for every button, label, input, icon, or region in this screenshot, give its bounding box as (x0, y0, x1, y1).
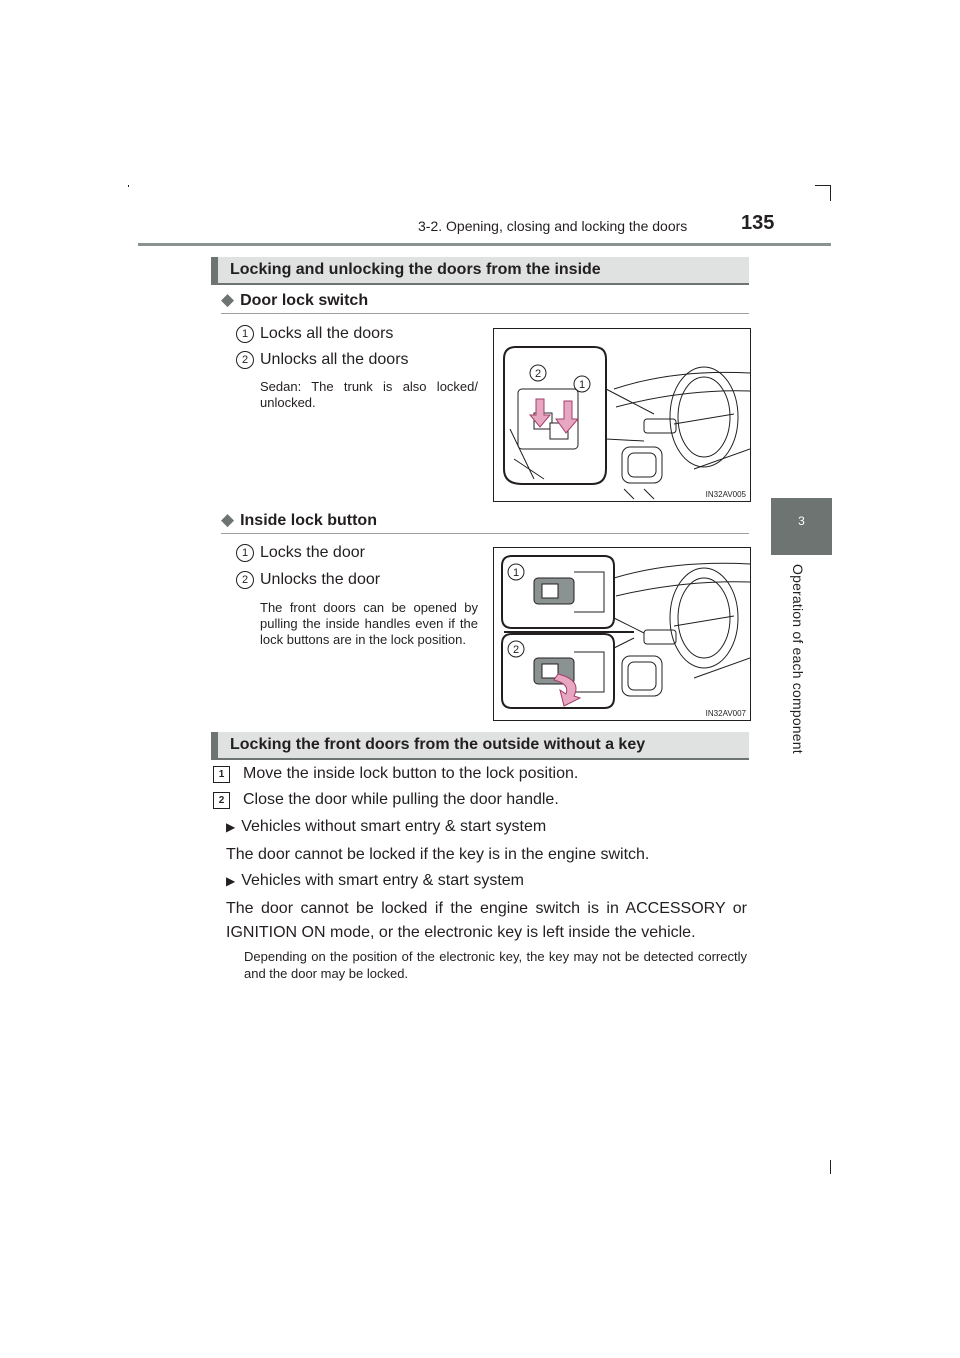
figure-callout: 2 (534, 368, 542, 380)
case-text: The door cannot be locked if the key is in the engine switch. (226, 846, 650, 863)
item-text: Unlocks the door (260, 571, 381, 588)
crop-mark (815, 185, 831, 186)
section-rule (211, 758, 749, 760)
note-text: Depending on the position of the electronic key, the key may not be detected correctly and the door may be locked. (244, 949, 747, 981)
diamond-icon: ◆ (221, 290, 235, 309)
case-label (226, 872, 524, 890)
step-number: 1 (213, 766, 230, 783)
subheading-door-lock-switch (221, 290, 368, 310)
note-text: The front doors can be opened by pulling the inside handles even if the lock buttons are in the lock position. (260, 600, 478, 647)
subheading-rule (221, 533, 749, 534)
step-text: Move the inside lock button to the lock position. (243, 765, 579, 782)
chapter-tab[interactable] (771, 498, 832, 555)
figure-callout: 2 (512, 644, 520, 656)
section-header: 3-2. Opening, closing and locking the doors (418, 218, 688, 234)
item-number: 2 (236, 351, 254, 369)
figure-code: IN32AV007 (705, 709, 746, 718)
figure-callout: 1 (578, 379, 586, 391)
item-number: 2 (236, 571, 254, 589)
note-text: Sedan: The trunk is also locked/ unlocked. (260, 379, 478, 410)
triangle-bullet-icon: ▶ (226, 874, 236, 888)
section-title: Locking and unlocking the doors from the inside (230, 261, 601, 278)
item-text: Locks the door (260, 544, 365, 561)
section-rule (211, 283, 749, 285)
case-label (226, 818, 546, 836)
item-text: Locks all the doors (260, 325, 394, 342)
crop-mark (830, 1160, 831, 1174)
page-number: 135 (741, 212, 775, 234)
triangle-bullet-icon: ▶ (226, 820, 236, 834)
subheading-inside-lock-button (221, 510, 377, 530)
subheading-rule (221, 313, 749, 314)
subheading-text: Inside lock button (240, 512, 377, 529)
door-lock-switch-illustration (494, 329, 750, 501)
crop-mark (128, 185, 129, 187)
chapter-number: 3 (798, 514, 805, 528)
crop-mark (830, 185, 831, 201)
figure-code: IN32AV005 (705, 490, 746, 499)
diamond-icon: ◆ (221, 510, 235, 529)
inside-lock-button-illustration (494, 548, 750, 720)
section-title: Locking the front doors from the outside without a key (230, 736, 646, 753)
figure-callout: 1 (512, 567, 520, 579)
section-title-bar (211, 732, 749, 759)
door-lock-switch-figure (493, 328, 751, 502)
item-number: 1 (236, 544, 254, 562)
step-number: 2 (213, 792, 230, 809)
subheading-text: Door lock switch (240, 292, 369, 309)
case-text: The door cannot be locked if the engine switch is in ACCESSORY or IGNITION ON mode, or the electronic key is left inside the vehicle. (226, 900, 747, 941)
chapter-label: Operation of each component (790, 564, 806, 754)
case-label-text: Vehicles without smart entry & start system (241, 818, 547, 835)
inside-lock-button-figure (493, 547, 751, 721)
header-rule (138, 243, 831, 246)
step-text: Close the door while pulling the door handle. (243, 791, 559, 808)
item-number: 1 (236, 325, 254, 343)
item-text: Unlocks all the doors (260, 351, 409, 368)
case-label-text: Vehicles with smart entry & start system (241, 872, 524, 889)
section-title-bar (211, 257, 749, 284)
